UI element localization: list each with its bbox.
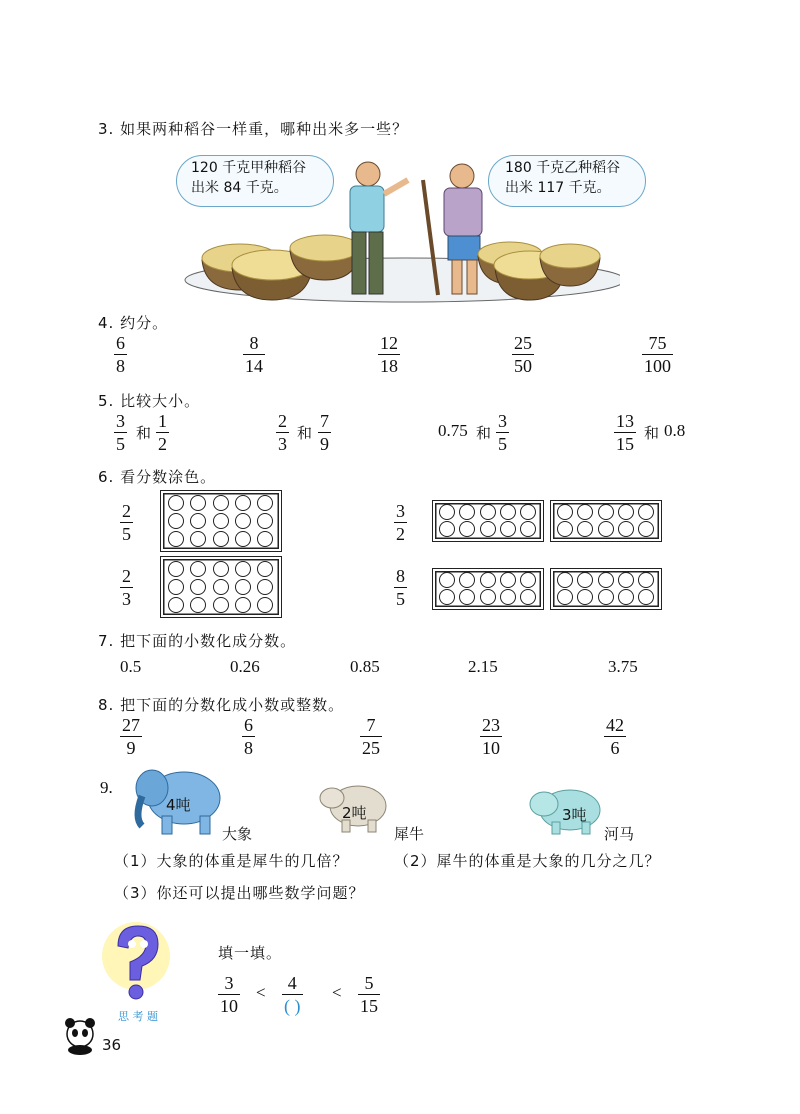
q5-decimal: 0.8 bbox=[664, 421, 686, 440]
circle-to-color[interactable] bbox=[618, 589, 634, 605]
circle-to-color[interactable] bbox=[257, 561, 273, 577]
circle-to-color[interactable] bbox=[190, 513, 206, 529]
circle-to-color[interactable] bbox=[190, 561, 206, 577]
circle-to-color[interactable] bbox=[577, 504, 593, 520]
circle-to-color[interactable] bbox=[213, 495, 229, 511]
q8-fraction: 27 9 bbox=[122, 715, 140, 759]
circle-to-color[interactable] bbox=[439, 504, 455, 520]
q4-fraction: 75 100 bbox=[644, 333, 671, 377]
q5-title: 5. 比较大小。 bbox=[98, 392, 201, 410]
think-prompt: 填一填。 bbox=[218, 944, 283, 962]
circle-to-color[interactable] bbox=[500, 504, 516, 520]
q9-subquestion-2: （2）犀牛的体重是大象的几分之几？ bbox=[394, 852, 661, 870]
circle-to-color[interactable] bbox=[459, 572, 475, 588]
q4-fraction: 25 50 bbox=[514, 333, 532, 377]
q8-fraction: 23 10 bbox=[482, 715, 500, 759]
circle-to-color[interactable] bbox=[168, 561, 184, 577]
less-than-sign: < bbox=[332, 983, 342, 1002]
circle-to-color[interactable] bbox=[577, 521, 593, 537]
bubble-right-line2: 出米 117 千克。 bbox=[505, 180, 611, 196]
circle-to-color[interactable] bbox=[235, 513, 251, 529]
q3-title: 3. 如果两种稻谷一样重，哪种出米多一些？ bbox=[98, 120, 409, 138]
speech-bubble-right bbox=[488, 155, 646, 207]
q6-fraction: 8 5 bbox=[396, 566, 405, 610]
circle-to-color[interactable] bbox=[235, 579, 251, 595]
q5-and-label: 和 bbox=[644, 424, 660, 442]
circle-to-color[interactable] bbox=[213, 561, 229, 577]
circle-to-color[interactable] bbox=[500, 521, 516, 537]
circle-to-color[interactable] bbox=[235, 531, 251, 547]
circle-to-color[interactable] bbox=[500, 572, 516, 588]
q5-fraction: 13 15 bbox=[616, 411, 634, 455]
circle-to-color[interactable] bbox=[168, 513, 184, 529]
q7-decimal: 0.26 bbox=[230, 657, 260, 676]
q4-title: 4. 约分。 bbox=[98, 314, 169, 332]
q5-and-label: 和 bbox=[476, 424, 492, 442]
circle-to-color[interactable] bbox=[257, 531, 273, 547]
circle-to-color[interactable] bbox=[439, 572, 455, 588]
think-fraction: 3 10 bbox=[220, 973, 238, 1017]
q7-decimal: 2.15 bbox=[468, 657, 498, 676]
circle-to-color[interactable] bbox=[190, 597, 206, 613]
q9-number: 9. bbox=[100, 778, 113, 797]
page-number: 36 bbox=[102, 1036, 122, 1054]
question-mark-mascot-icon bbox=[96, 916, 176, 1008]
hippo-weight: 3吨 bbox=[562, 806, 587, 824]
circle-to-color[interactable] bbox=[439, 521, 455, 537]
circle-to-color[interactable] bbox=[459, 521, 475, 537]
circle-to-color[interactable] bbox=[213, 513, 229, 529]
q8-fraction: 6 8 bbox=[244, 715, 253, 759]
circle-to-color[interactable] bbox=[190, 495, 206, 511]
bubble-left-line1: 120 千克甲种稻谷 bbox=[191, 160, 307, 176]
circle-to-color[interactable] bbox=[598, 572, 614, 588]
q5-fraction: 2 3 bbox=[278, 411, 287, 455]
q5-fraction: 1 2 bbox=[158, 411, 167, 455]
circle-to-color[interactable] bbox=[557, 521, 573, 537]
circle-to-color[interactable] bbox=[168, 495, 184, 511]
q5-fraction: 3 5 bbox=[498, 411, 507, 455]
less-than-sign: < bbox=[256, 983, 266, 1002]
q5-decimal: 0.75 bbox=[438, 421, 468, 440]
circle-to-color[interactable] bbox=[257, 495, 273, 511]
q4-fraction: 12 18 bbox=[380, 333, 398, 377]
elephant-weight: 4吨 bbox=[166, 796, 191, 814]
q7-decimal: 0.85 bbox=[350, 657, 380, 676]
q6-fraction: 2 3 bbox=[122, 566, 131, 610]
circle-to-color[interactable] bbox=[618, 504, 634, 520]
q9-subquestion-1: （1）大象的体重是犀牛的几倍？ bbox=[114, 852, 349, 870]
circle-to-color[interactable] bbox=[459, 589, 475, 605]
circle-to-color[interactable] bbox=[480, 504, 496, 520]
q8-fraction: 7 25 bbox=[362, 715, 380, 759]
circle-to-color[interactable] bbox=[213, 531, 229, 547]
q9-subquestion-3: （3）你还可以提出哪些数学问题？ bbox=[114, 884, 365, 902]
q7-decimal: 3.75 bbox=[608, 657, 638, 676]
q5-fraction: 7 9 bbox=[320, 411, 329, 455]
think-fraction: 5 15 bbox=[360, 973, 378, 1017]
circle-to-color[interactable] bbox=[557, 589, 573, 605]
circle-to-color[interactable] bbox=[480, 521, 496, 537]
circle-to-color[interactable] bbox=[257, 579, 273, 595]
hippo-label: 河马 bbox=[604, 825, 635, 843]
circle-to-color[interactable] bbox=[190, 579, 206, 595]
circle-to-color[interactable] bbox=[618, 521, 634, 537]
q5-and-label: 和 bbox=[297, 424, 313, 442]
circle-to-color[interactable] bbox=[577, 572, 593, 588]
circle-to-color[interactable] bbox=[213, 597, 229, 613]
circle-to-color[interactable] bbox=[190, 531, 206, 547]
q4-fraction: 8 14 bbox=[245, 333, 263, 377]
circle-to-color[interactable] bbox=[598, 521, 614, 537]
circle-to-color[interactable] bbox=[459, 504, 475, 520]
circle-to-color[interactable] bbox=[480, 572, 496, 588]
circle-to-color[interactable] bbox=[557, 572, 573, 588]
circle-to-color[interactable] bbox=[257, 513, 273, 529]
elephant-label: 大象 bbox=[222, 825, 253, 843]
circle-to-color[interactable] bbox=[480, 589, 496, 605]
circle-to-color[interactable] bbox=[439, 589, 455, 605]
q4-fraction: 6 8 bbox=[116, 333, 125, 377]
q5-and-label: 和 bbox=[136, 424, 152, 442]
circle-to-color[interactable] bbox=[598, 504, 614, 520]
speech-bubble-left bbox=[176, 155, 334, 207]
think-badge: 思 考 题 bbox=[118, 1010, 158, 1023]
circle-to-color[interactable] bbox=[168, 531, 184, 547]
think-fraction-blank: 4 ( ) bbox=[284, 973, 301, 1017]
rhino-weight: 2吨 bbox=[342, 804, 367, 822]
circle-to-color[interactable] bbox=[235, 495, 251, 511]
panda-icon bbox=[62, 1016, 98, 1056]
q7-title: 7. 把下面的小数化成分数。 bbox=[98, 632, 297, 650]
circle-to-color[interactable] bbox=[598, 589, 614, 605]
circle-to-color[interactable] bbox=[500, 589, 516, 605]
q5-fraction: 3 5 bbox=[116, 411, 125, 455]
q6-fraction: 2 5 bbox=[122, 501, 131, 545]
circle-to-color[interactable] bbox=[213, 579, 229, 595]
circle-to-color[interactable] bbox=[257, 597, 273, 613]
bubble-right-line1: 180 千克乙种稻谷 bbox=[505, 160, 621, 176]
q6-title: 6. 看分数涂色。 bbox=[98, 468, 217, 486]
circle-to-color[interactable] bbox=[168, 597, 184, 613]
circle-to-color[interactable] bbox=[557, 504, 573, 520]
rhino-label: 犀牛 bbox=[394, 825, 425, 843]
circle-to-color[interactable] bbox=[618, 572, 634, 588]
circle-to-color[interactable] bbox=[577, 589, 593, 605]
circle-to-color[interactable] bbox=[168, 579, 184, 595]
bubble-left-line2: 出米 84 千克。 bbox=[191, 180, 288, 196]
q8-title: 8. 把下面的分数化成小数或整数。 bbox=[98, 696, 345, 714]
circle-to-color[interactable] bbox=[235, 561, 251, 577]
circle-to-color[interactable] bbox=[235, 597, 251, 613]
q7-decimal: 0.5 bbox=[120, 657, 142, 676]
q8-fraction: 42 6 bbox=[606, 715, 624, 759]
q6-fraction: 3 2 bbox=[396, 501, 405, 545]
